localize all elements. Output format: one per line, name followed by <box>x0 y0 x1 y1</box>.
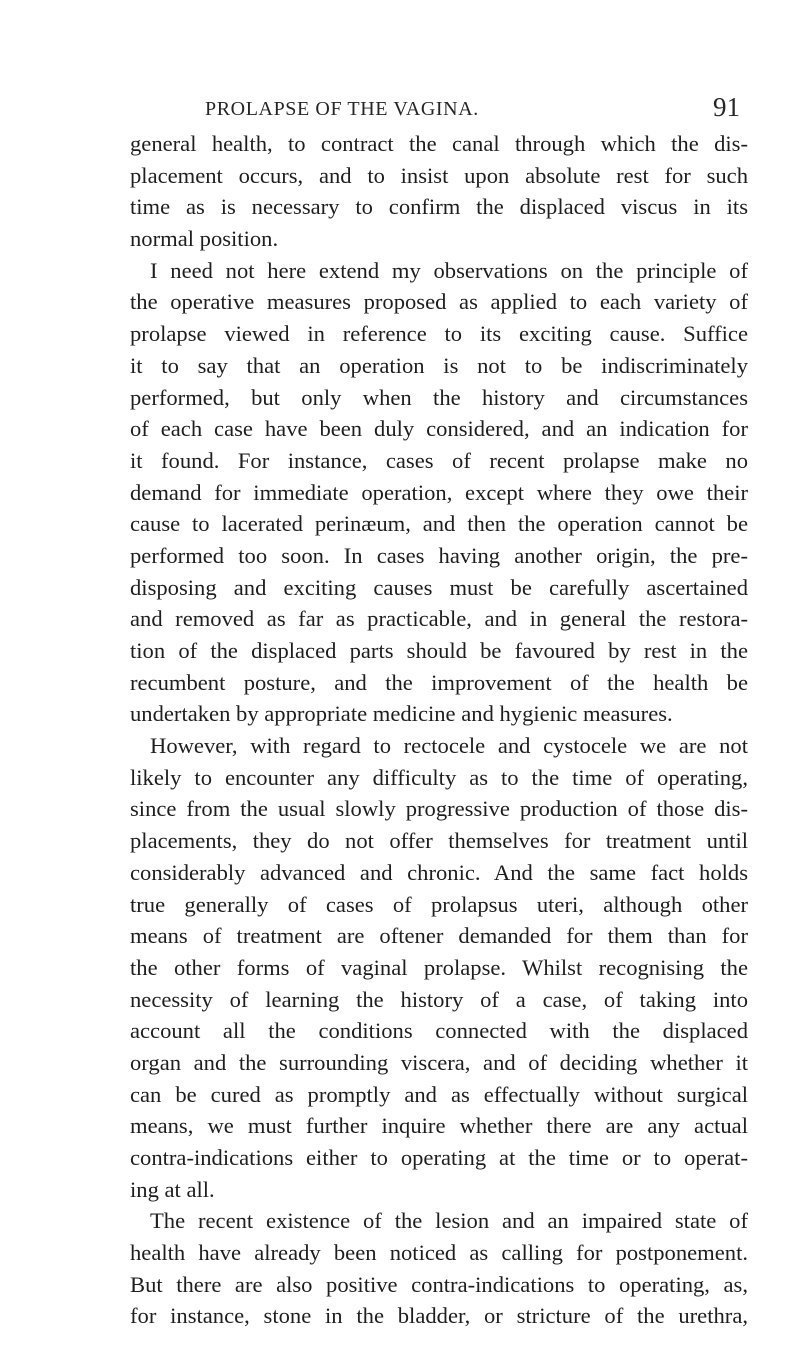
paragraph-start-line: However, with regard to rectocele and cystocele we are not <box>150 733 748 759</box>
text-line: recumbent posture, and the improvement of the health be <box>130 669 748 695</box>
text-line: placements, they do not offer themselves for treatment until <box>130 828 748 854</box>
text-line: ing at all. <box>130 1176 215 1202</box>
running-head <box>205 92 740 128</box>
text-line: tion of the displaced parts should be favoured by rest in the <box>130 638 748 663</box>
text-line: it found. For instance, cases of recent prolapse make no <box>130 447 748 473</box>
text-line: time as is necessary to confirm the displaced viscus in its <box>130 194 748 220</box>
running-title: PROLAPSE OF THE VAGINA. <box>205 98 479 120</box>
text-line: But there are also positive contra-indications to operating, as, <box>130 1271 748 1297</box>
text-line: likely to encounter any difficulty as to the time of operating, <box>130 764 748 790</box>
text-line: means, we must further inquire whether there are any actual <box>130 1113 748 1139</box>
text-line: normal position. <box>130 226 279 252</box>
text-line: true generally of cases of prolapsus uteri, although other <box>130 891 748 917</box>
text-line: considerably advanced and chronic. And the same fact holds <box>130 859 748 885</box>
text-line: for instance, stone in the bladder, or stricture of the urethra, <box>130 1303 748 1329</box>
text-line: health have already been noticed as calling for postponement. <box>130 1240 748 1266</box>
text-line: the other forms of vaginal prolapse. Whilst recognising the <box>130 954 748 980</box>
text-line: cause to lacerated perinæum, and then the operation cannot be <box>130 511 748 537</box>
body-text <box>130 128 748 1332</box>
text-line: and removed as far as practicable, and in general the restora- <box>130 606 748 632</box>
text-line: placement occurs, and to insist upon absolute rest for such <box>130 162 748 188</box>
text-line: of each case have been duly considered, and an indication for <box>130 416 748 442</box>
text-line: the operative measures proposed as applied to each variety of <box>130 289 748 315</box>
text-line: account all the conditions connected with the displaced <box>130 1018 748 1044</box>
text-line: prolapse viewed in reference to its exciting cause. Suffice <box>130 321 748 347</box>
text-line: contra-indications either to operating at the time or to operat- <box>130 1145 748 1170</box>
text-line: organ and the surrounding viscera, and of deciding whether it <box>130 1049 748 1075</box>
text-line: means of treatment are oftener demanded for them than for <box>130 923 748 949</box>
text-line: performed, but only when the history and circumstances <box>130 384 748 410</box>
text-line: necessity of learning the history of a case, of taking into <box>130 986 748 1012</box>
paragraph-start-line: The recent existence of the lesion and an impaired state of <box>150 1208 748 1234</box>
text-line: it to say that an operation is not to be indiscriminately <box>130 352 748 378</box>
text-line: can be cured as promptly and as effectually without surgical <box>130 1081 748 1107</box>
text-line: undertaken by appropriate medicine and hygienic measures. <box>130 701 673 727</box>
text-line: general health, to contract the canal through which the dis- <box>130 131 748 156</box>
page-number: 91 <box>713 92 740 122</box>
paragraph-start-line: I need not here extend my observations on the principle of <box>150 257 748 283</box>
text-line: disposing and exciting causes must be carefully ascertained <box>130 574 748 600</box>
text-line: since from the usual slowly progressive production of those dis- <box>130 796 748 822</box>
text-line: performed too soon. In cases having another origin, the pre- <box>130 542 748 568</box>
text-line: demand for immediate operation, except where they owe their <box>130 479 748 505</box>
